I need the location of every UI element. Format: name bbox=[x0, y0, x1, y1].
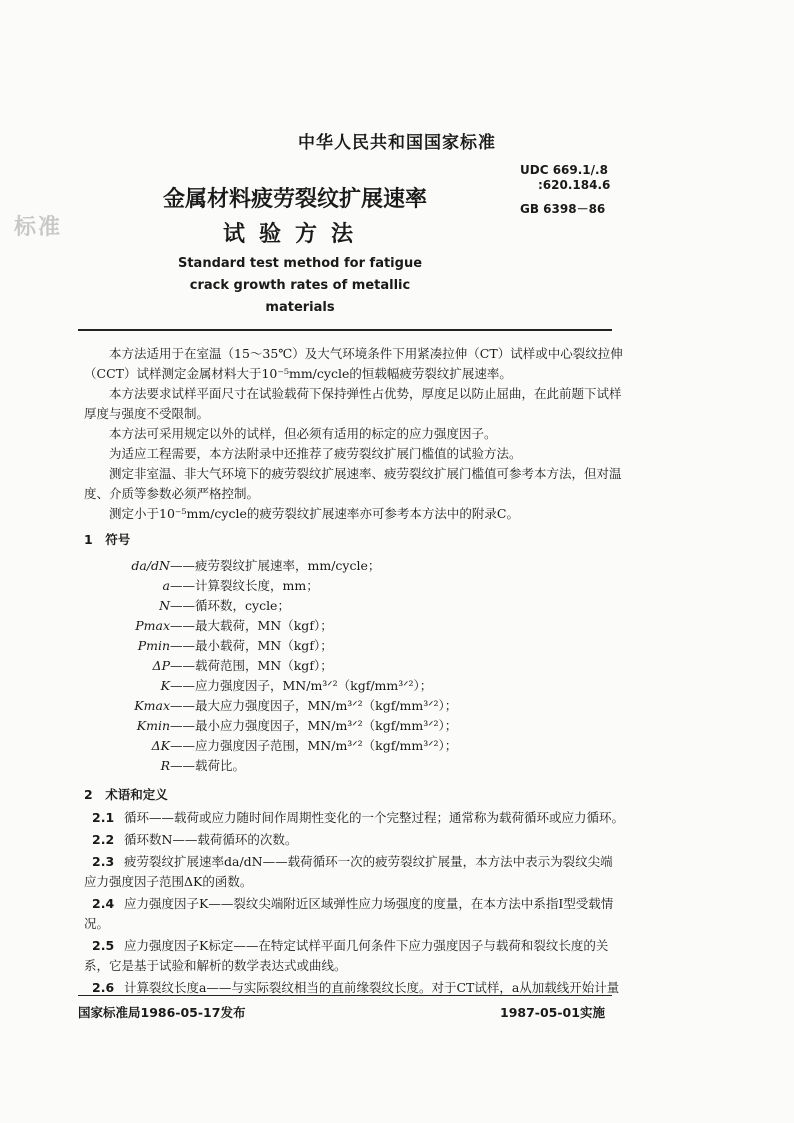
definition-item bbox=[84, 894, 624, 934]
symbol-desc: ——最小应力强度因子，MN/m³ᐟ²（kgf/mm³ᐟ²）； bbox=[170, 718, 458, 733]
symbol-row bbox=[100, 716, 600, 736]
symbol-row bbox=[100, 596, 600, 616]
symbol-row bbox=[100, 676, 600, 696]
intro-paragraph: 本方法适用于在室温（15～35℃）及大气环境条件下用紧凑拉伸（CT）试样或中心裂纹拉伸（CCT）试样测定金属材料大于10⁻⁵mm/cycle的恒载幅疲劳裂纹扩展速率。 bbox=[84, 346, 623, 381]
symbol-desc: ——最大应力强度因子，MN/m³ᐟ²（kgf/mm³ᐟ²）； bbox=[170, 698, 458, 713]
symbol-desc: ——载荷范围，MN（kgf）； bbox=[170, 658, 333, 673]
definition-item bbox=[84, 808, 624, 828]
symbol-term: R bbox=[160, 758, 170, 773]
definition-number: 2.2 bbox=[92, 832, 115, 847]
section-2-heading: 2 术语和定义 bbox=[84, 787, 168, 802]
title-chinese-line-2: 试验方法 bbox=[222, 222, 367, 247]
national-standard-heading: 中华人民共和国国家标准 bbox=[298, 133, 496, 153]
footer-rule bbox=[78, 995, 612, 996]
symbol-term: Pmax bbox=[135, 618, 170, 633]
intro-paragraph: 本方法要求试样平面尺寸在试验载荷下保持弹性占优势，厚度足以防止屈曲，在此前题下试样厚度与强度不受限制。 bbox=[84, 386, 622, 421]
definition-text: 循环——载荷或应力随时间作周期性变化的一个完整过程；通常称为载荷循环或应力循环。 bbox=[123, 810, 624, 825]
symbol-term: a bbox=[162, 578, 170, 593]
symbol-row bbox=[100, 656, 600, 676]
definition-item bbox=[84, 830, 624, 850]
definition-text: 循环数N——载荷循环的次数。 bbox=[123, 832, 298, 847]
symbol-row bbox=[100, 696, 600, 716]
definition-text: 疲劳裂纹扩展速率da/dN——载荷循环一次的疲劳裂纹扩展量，本方法中表示为裂纹尖端应力强度因子范围ΔK的函数。 bbox=[84, 854, 613, 889]
watermark-stamp: 标准 bbox=[14, 215, 63, 240]
symbol-list bbox=[0, 556, 794, 776]
symbol-desc: ——循环数，cycle； bbox=[170, 598, 290, 613]
title-english bbox=[155, 253, 445, 319]
symbol-desc: ——疲劳裂纹扩展速率，mm/cycle； bbox=[170, 558, 381, 573]
issued-date: 国家标准局1986-05-17发布 bbox=[78, 1005, 246, 1020]
symbol-term: ΔP bbox=[152, 658, 170, 673]
symbol-desc: ——最小载荷，MN（kgf）； bbox=[170, 638, 333, 653]
definition-number: 2.3 bbox=[92, 854, 115, 869]
section-1-heading: 1 符号 bbox=[84, 532, 131, 547]
udc-code bbox=[520, 163, 610, 193]
symbol-term: Kmin bbox=[136, 718, 170, 733]
symbol-row bbox=[100, 736, 600, 756]
symbol-term: Pmin bbox=[137, 638, 170, 653]
title-english-line-2: crack growth rates of metallic materials bbox=[189, 278, 411, 315]
intro-paragraph: 为适应工程需要，本方法附录中还推荐了疲劳裂纹扩展门槛值的试验方法。 bbox=[109, 446, 522, 461]
title-chinese-line-1: 金属材料疲劳裂纹扩展速率 bbox=[162, 187, 427, 212]
header-rule bbox=[78, 329, 612, 331]
symbol-desc: ——载荷比。 bbox=[170, 758, 246, 773]
intro-paragraph: 测定小于10⁻⁵mm/cycle的疲劳裂纹扩展速率亦可参考本方法中的附录C。 bbox=[109, 506, 519, 521]
symbol-row bbox=[100, 556, 600, 576]
intro-section bbox=[84, 344, 624, 524]
definition-number: 2.5 bbox=[92, 938, 115, 953]
symbol-term: K bbox=[160, 678, 170, 693]
effective-date: 1987-05-01实施 bbox=[500, 1005, 605, 1020]
udc-line-2: :620.184.6 bbox=[538, 178, 611, 192]
intro-paragraph: 本方法可采用规定以外的试样，但必须有适用的标定的应力强度因子。 bbox=[109, 426, 497, 441]
symbol-row bbox=[100, 756, 600, 776]
title-english-line-1: Standard test method for fatigue bbox=[177, 256, 423, 271]
definition-item bbox=[84, 936, 624, 976]
symbol-term: N bbox=[159, 598, 170, 613]
symbol-term: ΔK bbox=[151, 738, 170, 753]
definition-number: 2.4 bbox=[92, 896, 115, 911]
definition-text: 应力强度因子K标定——在特定试样平面几何条件下应力强度因子与载荷和裂纹长度的关系，它是基于试验和解析的数学表达式或曲线。 bbox=[84, 938, 609, 973]
symbol-term: Kmax bbox=[134, 698, 170, 713]
udc-line-1: UDC 669.1/.8 bbox=[520, 163, 608, 177]
symbol-row bbox=[100, 576, 600, 596]
symbol-row bbox=[100, 616, 600, 636]
definition-text: 计算裂纹长度a——与实际裂纹相当的直前缘裂纹长度。对于CT试样，a从加载线开始计量 bbox=[123, 980, 620, 995]
definition-number: 2.6 bbox=[92, 980, 115, 995]
definitions-list bbox=[84, 808, 624, 998]
gb-code: GB 6398－86 bbox=[520, 202, 606, 216]
symbol-desc: ——应力强度因子，MN/m³ᐟ²（kgf/mm³ᐟ²）； bbox=[170, 678, 433, 693]
symbol-row bbox=[100, 636, 600, 656]
definition-item bbox=[84, 852, 624, 892]
symbol-desc: ——应力强度因子范围，MN/m³ᐟ²（kgf/mm³ᐟ²）； bbox=[170, 738, 458, 753]
intro-paragraph: 测定非室温、非大气环境下的疲劳裂纹扩展速率、疲劳裂纹扩展门槛值可参考本方法，但对温度、介质等参数必须严格控制。 bbox=[84, 466, 622, 501]
symbol-desc: ——最大载荷，MN（kgf）； bbox=[170, 618, 333, 633]
definition-text: 应力强度因子K——裂纹尖端附近区域弹性应力场强度的度量，在本方法中系指Ⅰ型受载情况。 bbox=[84, 896, 614, 931]
symbol-desc: ——计算裂纹长度，mm； bbox=[170, 578, 319, 593]
definition-number: 2.1 bbox=[92, 810, 115, 825]
symbol-term: da/dN bbox=[131, 558, 170, 573]
